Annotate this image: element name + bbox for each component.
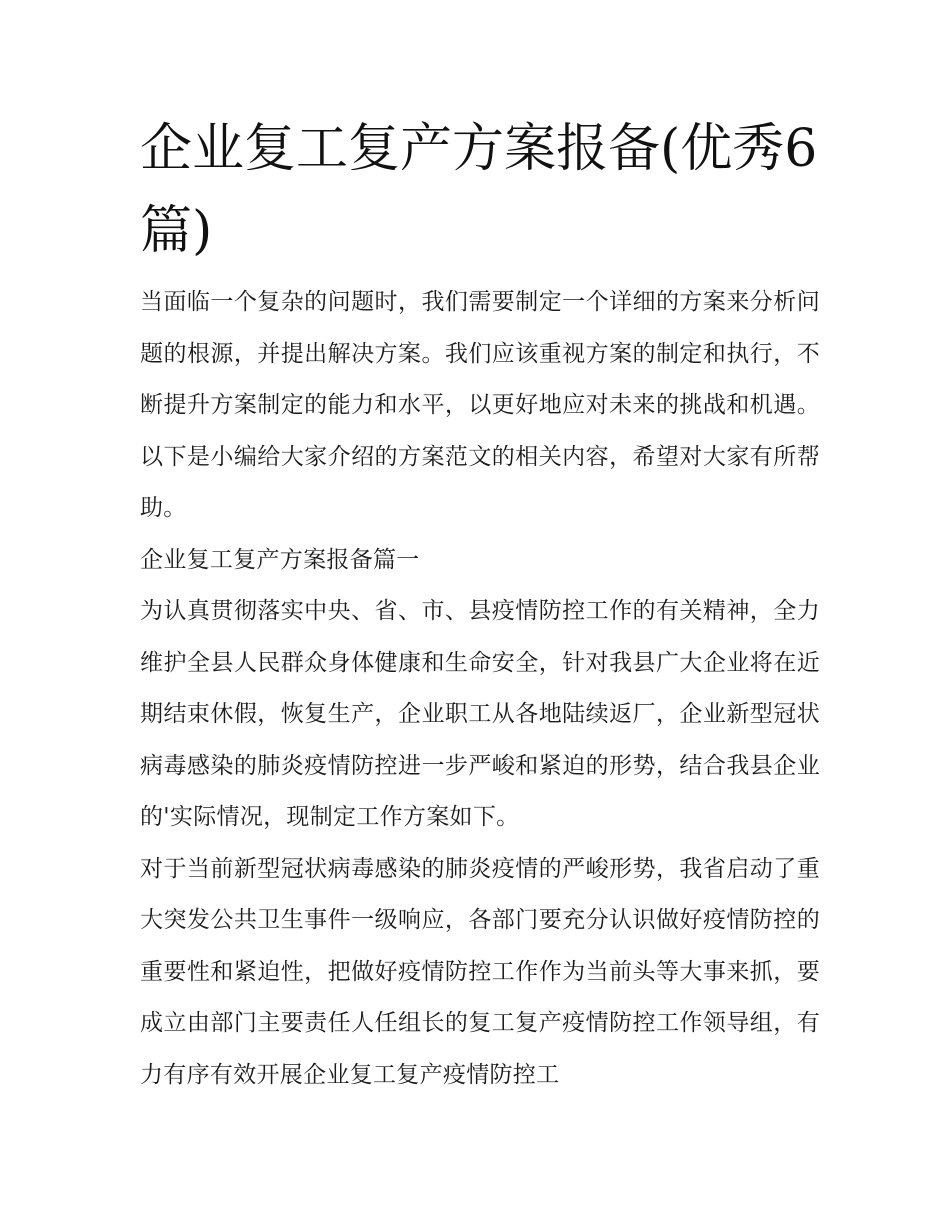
body-paragraph: 为认真贯彻落实中央、省、市、县疫情防控工作的有关精神，全力维护全县人民群众身体健康和生命安全，针对我县广大企业将在近期结束休假，恢复生产，企业职工从各地陆续返厂，企业新型冠状病毒感染的肺炎疫情防控进一步严峻和紧迫的形势，结合我县企业的'实际情况，现制定工作方案如下。: [140, 598, 820, 830]
section-heading: 企业复工复产方案报备篇一: [140, 546, 420, 573]
document-title: 企业复工复产方案报备(优秀6篇): [140, 119, 818, 261]
intro-paragraph: 当面临一个复杂的问题时，我们需要制定一个详细的方案来分析问题的根源，并提出解决方案。我们应该重视方案的制定和执行，不断提升方案制定的能力和水平，以更好地应对未来的挑战和机遇。以下是小编给大家介绍的方案范文的相关内容，希望对大家有所帮助。: [140, 289, 820, 521]
document-body: [140, 277, 820, 1101]
body-paragraph: 对于当前新型冠状病毒感染的肺炎疫情的严峻形势，我省启动了重大突发公共卫生事件一级响应，各部门要充分认识做好疫情防控的重要性和紧迫性，把做好疫情防控工作作为当前头等大事来抓，要成立由部门主要责任人任组长的复工复产疫情防控工作领导组，有力有序有效开展企业复工复产疫情防控工: [140, 855, 820, 1088]
